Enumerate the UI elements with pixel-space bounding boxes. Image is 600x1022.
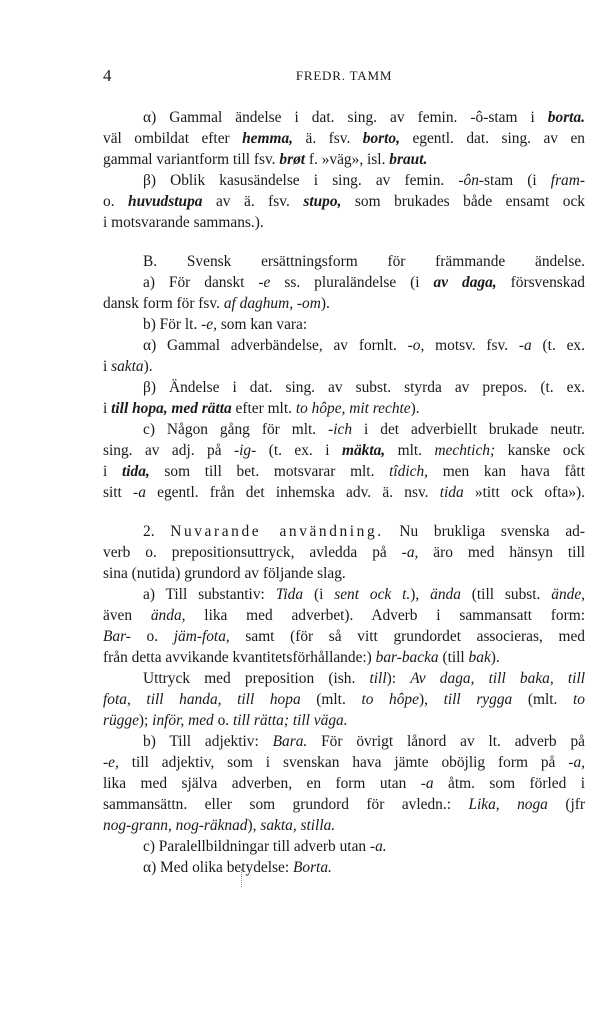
text-segment: jäm-fota, — [173, 628, 230, 645]
text-segment: ), — [410, 586, 431, 603]
text-segment: rügge — [103, 712, 139, 729]
text-line — [103, 857, 585, 878]
text-segment: β) Oblik kasusändelse i sing. av femin. - — [143, 172, 464, 189]
text-segment: ôn — [463, 172, 479, 189]
text-segment: e, — [108, 754, 119, 771]
text-segment: (jfr — [547, 796, 585, 813]
text-segment: (t. ex. i — [256, 442, 342, 459]
text-segment: till — [369, 670, 387, 687]
text-segment: to — [573, 691, 585, 708]
text-segment: »titt ock ofta»). — [463, 484, 585, 501]
text-line — [103, 335, 585, 356]
text-line — [103, 191, 585, 212]
text-segment: i — [103, 463, 122, 480]
page-number: 4 — [103, 66, 112, 85]
text-segment: a. — [375, 838, 387, 855]
text-segment: som kan vara: — [216, 316, 308, 333]
text-line — [103, 149, 585, 170]
text-segment: ): — [386, 670, 411, 687]
text-segment: Tida — [275, 586, 304, 603]
text-segment: bar-backa — [375, 649, 439, 666]
text-segment: dansk form för fsv. — [103, 295, 224, 312]
text-segment: ig- — [239, 442, 257, 459]
text-line — [103, 377, 585, 398]
text-segment: a, — [573, 754, 585, 771]
text-segment: egentl. från det inhemska adv. ä. nsv. — [145, 484, 440, 501]
text-segment: kanske ock — [495, 442, 585, 459]
text-segment: sing. av adj. på - — [103, 442, 240, 459]
text-segment: mlt. — [385, 442, 435, 459]
text-segment: åtm. som förled i — [433, 775, 585, 792]
text-segment: stupo, — [303, 193, 342, 210]
text-segment: B. Svensk ersättningsform för främmande ändelse. — [143, 253, 585, 270]
text-segment: sammansättn. eller som grundord för avledn.: — [103, 796, 469, 813]
text-segment: (mlt. — [512, 691, 574, 708]
text-line — [103, 542, 585, 563]
text-segment: nog-grann, nog-räknad — [103, 817, 248, 834]
text-segment: verb o. prepositionsuttryck, avledda på - — [103, 544, 407, 561]
text-segment: till adjektiv, som i svenskan hava jämte oböjlig form på - — [118, 754, 574, 771]
text-segment: ), — [247, 817, 261, 834]
text-line — [103, 647, 585, 668]
text-segment: ). — [410, 400, 420, 417]
text-segment: α) Gammal adverbändelse, av fornlt. - — [143, 337, 413, 354]
text-line — [103, 689, 585, 710]
text-segment: i — [103, 400, 112, 417]
text-segment: o. — [213, 712, 233, 729]
text-segment: α) Gammal ändelse i dat. sing. av femin. -ô-stam i — [143, 109, 548, 126]
text-segment: β) Ändelse i dat. sing. av subst. styrda av prepos. (t. ex. — [143, 379, 585, 396]
text-line — [103, 773, 585, 794]
text-segment: inför, med — [152, 712, 214, 729]
text-segment: a — [138, 484, 146, 501]
text-line — [103, 107, 585, 128]
text-segment: ). — [490, 649, 500, 666]
text-segment: b) För lt. - — [143, 316, 207, 333]
text-segment: sina (nutida) grundord av följande slag. — [103, 565, 346, 582]
text-segment: borta. — [547, 109, 585, 126]
text-segment: huvudstupa — [128, 193, 203, 210]
text-segment: a, — [406, 544, 419, 561]
text-segment: För övrigt lånord av lt. adverb på — [307, 733, 585, 750]
text-line — [103, 314, 585, 335]
text-segment: Nuvarande användning. — [170, 523, 384, 540]
text-segment: som brukades både ensamt ock — [341, 193, 585, 210]
text-line — [103, 398, 585, 419]
text-segment: (i — [303, 586, 335, 603]
text-segment: men kan hava fått — [428, 463, 585, 480]
text-segment: f. »väg», isl. — [305, 151, 390, 168]
text-segment: i — [103, 358, 112, 375]
text-line — [103, 170, 585, 191]
text-segment: -stam (i — [478, 172, 551, 189]
page-body-text — [103, 107, 585, 878]
text-segment: hemma, — [242, 130, 294, 147]
text-segment: α) Med olika betydelse: — [143, 859, 293, 876]
text-segment: bak — [468, 649, 491, 666]
text-line — [103, 461, 585, 482]
text-line — [103, 521, 585, 542]
text-segment: tida, — [121, 463, 150, 480]
text-segment: ich — [333, 421, 353, 438]
text-segment: Borta. — [292, 859, 332, 876]
text-line — [103, 272, 585, 293]
text-segment: till hopa, med rätta — [111, 400, 232, 417]
text-segment: to hôpe — [361, 691, 419, 708]
text-segment: till rätta; till väga. — [232, 712, 348, 729]
text-line — [103, 293, 585, 314]
text-segment: o, — [412, 337, 425, 354]
text-segment: e, — [206, 316, 217, 333]
text-segment: sakta — [111, 358, 144, 375]
text-segment: ända, — [150, 607, 186, 624]
text-segment: braut. — [389, 151, 428, 168]
text-line — [103, 731, 585, 752]
end-divider — [241, 869, 242, 887]
text-segment: mechtich; — [434, 442, 496, 459]
text-line — [103, 710, 585, 731]
text-segment: i det adverbiellt brukade neutr. — [352, 421, 585, 438]
text-segment: fota, till handa, till hopa — [103, 691, 301, 708]
text-segment: a) För danskt - — [143, 274, 264, 291]
text-segment: Nu brukliga svenska ad- — [383, 523, 585, 540]
text-segment: av daga, — [433, 274, 497, 291]
text-segment: egentl. dat. sing. av en — [399, 130, 585, 147]
text-segment: tida — [439, 484, 464, 501]
text-line — [103, 419, 585, 440]
text-segment: borto, — [362, 130, 400, 147]
text-line — [103, 563, 585, 584]
text-segment: 2. — [143, 523, 171, 540]
text-segment: sent ock t. — [334, 586, 411, 603]
text-segment: ). — [320, 295, 330, 312]
text-segment: samt (för så vitt grundordet associeras, med — [229, 628, 585, 645]
text-segment: (till subst. — [460, 586, 552, 603]
text-segment: b) Till adjektiv: — [143, 733, 273, 750]
text-segment: Av daga, till baka, till — [410, 670, 585, 687]
text-segment: ss. pluraländelse (i — [270, 274, 434, 291]
text-segment: lika med adverbet). Adverb i sammansatt form: — [185, 607, 585, 624]
text-segment: i motsvarande sammans.). — [103, 214, 264, 231]
text-segment: (mlt. — [300, 691, 362, 708]
text-segment: c) Någon gång för mlt. - — [143, 421, 334, 438]
text-segment: a — [524, 337, 532, 354]
text-segment: ). — [143, 358, 153, 375]
text-segment: ), — [418, 691, 444, 708]
text-segment: ände, — [551, 586, 585, 603]
text-segment: av ä. fsv. — [202, 193, 304, 210]
text-segment: ); — [138, 712, 153, 729]
text-segment: brøt — [279, 151, 306, 168]
text-segment: ända — [430, 586, 461, 603]
text-line — [103, 605, 585, 626]
text-line — [103, 356, 585, 377]
text-segment: (till — [438, 649, 469, 666]
text-segment: gammal variantform till fsv. — [103, 151, 280, 168]
text-segment: o. — [103, 193, 129, 210]
text-segment: även — [103, 607, 151, 624]
text-segment: som till bet. motsvarar mlt. — [149, 463, 390, 480]
text-segment: mäkta, — [341, 442, 386, 459]
text-segment: motsv. fsv. - — [424, 337, 525, 354]
text-segment: Uttryck med preposition (ish. — [143, 670, 370, 687]
text-segment: äro med hänsyn till — [418, 544, 585, 561]
text-segment: - — [103, 754, 109, 771]
text-line — [103, 440, 585, 461]
text-segment: försvenskad — [496, 274, 585, 291]
text-segment: (t. ex. — [531, 337, 585, 354]
text-segment: tîdich, — [389, 463, 429, 480]
text-segment: c) Paralellbildningar till adverb utan - — [143, 838, 376, 855]
text-segment: efter mlt. — [231, 400, 296, 417]
text-line — [103, 128, 585, 149]
text-line — [103, 836, 585, 857]
text-segment: to hôpe, mit rechte — [295, 400, 411, 417]
text-line — [103, 668, 585, 689]
text-segment: o. — [130, 628, 174, 645]
text-segment: a — [425, 775, 434, 792]
text-line — [103, 626, 585, 647]
text-segment: från detta avvikande kvantitetsförhållande:) — [103, 649, 376, 666]
running-title: FREDR. TAMM — [295, 68, 393, 83]
text-segment: till rygga — [443, 691, 513, 708]
text-segment: väl ombildat efter — [103, 130, 243, 147]
text-line — [103, 752, 585, 773]
text-line — [103, 794, 585, 815]
text-line — [103, 482, 585, 503]
text-segment: Bara. — [272, 733, 308, 750]
text-segment: Bar- — [103, 628, 131, 645]
text-segment: lika med själva adverben, en form utan - — [103, 775, 426, 792]
text-segment: a) Till substantiv: — [143, 586, 276, 603]
text-segment: af daghum, -om — [223, 295, 321, 312]
text-segment: e — [263, 274, 271, 291]
text-line — [103, 584, 585, 605]
text-segment: sakta, stilla. — [260, 817, 336, 834]
text-segment: ä. fsv. — [293, 130, 363, 147]
text-line — [103, 212, 585, 233]
text-line — [103, 815, 585, 836]
text-segment: Lika, noga — [468, 796, 548, 813]
text-line — [103, 251, 585, 272]
text-segment: sitt - — [103, 484, 139, 501]
text-segment: fram- — [550, 172, 585, 189]
page-header — [103, 66, 585, 88]
